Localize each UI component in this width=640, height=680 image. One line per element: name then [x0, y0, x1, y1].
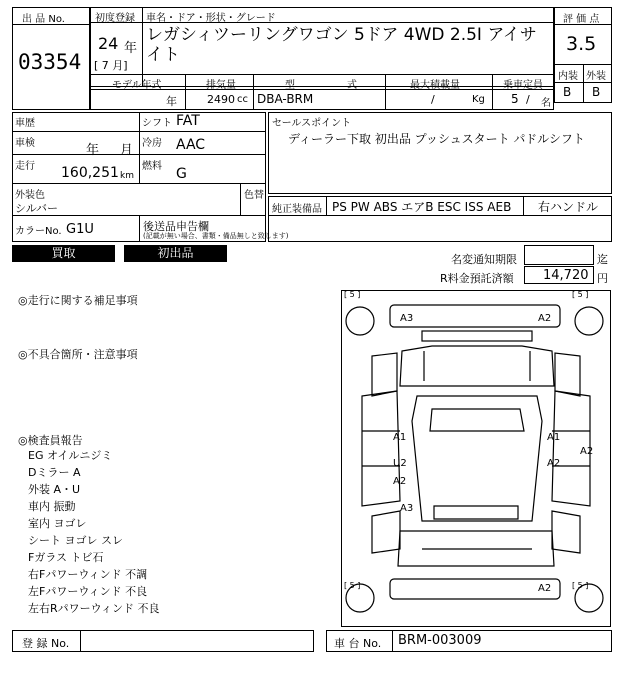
inspector-item: 外装 A・U: [28, 483, 81, 496]
color-no-value: G1U: [66, 222, 94, 237]
damage-mark: A2: [538, 583, 552, 594]
chassis-no-label: 車 台 No.: [334, 637, 382, 650]
ext-color-label: 外装色: [15, 190, 45, 201]
inspector-item: EG オイルニジミ: [28, 449, 113, 462]
capacity-sep: /: [526, 93, 530, 106]
max-load-label: 最大積載量: [410, 80, 460, 91]
running-notes-label: ◎走行に関する補足事項: [18, 294, 138, 307]
damage-mark: A2: [547, 458, 561, 469]
inspector-item: 室内 ヨゴレ: [28, 517, 87, 530]
mileage-value: 160,251: [61, 165, 119, 181]
mileage-unit: km: [120, 171, 134, 181]
equipment-value: PS PW ABS エアB ESC ISS AEB: [332, 200, 512, 214]
capacity-label: 乗車定員: [503, 80, 543, 91]
type-label: 型: [285, 80, 295, 91]
car-name: レガシィツーリングワゴン 5ドア 4WD 2.5I アイサイト: [146, 25, 537, 65]
inspector-item: Dミラー A: [28, 466, 81, 479]
damage-mark: A3: [400, 503, 414, 514]
max-load-sep: /: [431, 93, 435, 106]
post-note: (記載が無い場合、書類・備品無しと致します): [143, 232, 289, 240]
inspector-item: シート ヨゴレ スレ: [28, 534, 123, 547]
damage-mark: A1: [547, 432, 561, 443]
tire-label-fl: [ 5 ]: [344, 290, 361, 299]
max-load-unit: Kg: [472, 94, 485, 105]
car-diagram: [341, 290, 611, 627]
capacity: 5: [511, 92, 519, 106]
sales-point-label: セールスポイント: [272, 118, 352, 129]
chassis-no-value: BRM-003009: [398, 633, 482, 648]
reg-no-label: 登 録 No.: [22, 637, 70, 650]
steering-value: 右ハンドル: [538, 200, 599, 214]
interior-label: 内装: [558, 71, 578, 82]
damage-mark: A2: [538, 313, 552, 324]
recycle-label: R料金預託済額: [440, 272, 514, 285]
tire-label-rl: [ 5 ]: [344, 581, 361, 590]
type-label-2: 式: [347, 80, 357, 91]
inspector-list: [28, 447, 159, 617]
recycle-amount: 14,720: [543, 268, 589, 283]
inspector-item: Fガラス トビ石: [28, 551, 104, 564]
purchase-tag: 買取: [12, 245, 115, 262]
car-outline: [342, 291, 610, 626]
inspection-label: 車検: [15, 138, 35, 149]
shift-value: FAT: [176, 113, 200, 129]
color-change-label: 色替: [244, 190, 264, 201]
inspector-label: ◎検査員報告: [18, 434, 83, 447]
damage-mark: A2: [580, 446, 594, 457]
inspection-month-unit: 月: [120, 143, 134, 158]
name-change-unit: 迄: [597, 253, 608, 266]
lot-number: 03354: [18, 50, 82, 74]
interior-grade: B: [563, 85, 572, 99]
model-year-label: モデル年式: [112, 80, 162, 91]
damage-mark: A2: [393, 476, 407, 487]
inspector-item: 右Fパワーウィンド 不調: [28, 568, 148, 581]
sales-point-text: ディーラー下取 初出品 プッシュスタート パドルシフト: [288, 132, 585, 146]
exterior-grade: B: [592, 85, 601, 99]
first-reg-label: 初度登録: [95, 13, 135, 24]
model-year-unit: 年: [166, 95, 177, 108]
ac-value: AAC: [176, 137, 206, 153]
tire-label-fr: [ 5 ]: [572, 290, 589, 299]
history-label: 車歴: [15, 118, 35, 129]
damage-mark: A1: [393, 432, 407, 443]
damage-mark: U2: [393, 458, 407, 469]
first-reg-year-unit: 年: [124, 41, 138, 56]
damage-mark: A3: [400, 313, 414, 324]
fuel-value: G: [176, 166, 187, 182]
tire-label-rr: [ 5 ]: [572, 581, 589, 590]
displacement: 2490: [207, 93, 235, 106]
post-label: 後送品申告欄: [143, 220, 209, 233]
name-change-field: [524, 245, 594, 265]
mileage-label: 走行: [15, 161, 35, 172]
color-no-label: カラーNo.: [15, 226, 62, 237]
inspector-item: 左Fパワーウィンド 不良: [28, 585, 148, 598]
defects-label: ◎不具合箇所・注意事項: [18, 348, 138, 361]
equipment-label: 純正装備品: [272, 204, 322, 215]
car-name-label: 車名・ドア・形状・グレード: [146, 13, 276, 24]
recycle-unit: 円: [597, 272, 608, 285]
exterior-label: 外装: [586, 71, 606, 82]
name-change-label: 名変通知期限: [451, 253, 517, 266]
displacement-label: 排気量: [206, 80, 236, 91]
score-value: 3.5: [566, 33, 597, 55]
inspector-item: 車内 振動: [28, 500, 76, 513]
lot-number-label: 出 品 No.: [22, 14, 65, 25]
ext-color-value: シルバー: [15, 202, 58, 215]
type-value: DBA-BRM: [257, 92, 314, 106]
first-reg-month: [ 7 月]: [94, 59, 128, 72]
first-listing-tag: 初出品: [124, 245, 227, 262]
score-label: 評 価 点: [563, 14, 600, 25]
inspection-year-unit: 年: [86, 143, 100, 158]
ac-label: 冷房: [142, 138, 162, 149]
inspector-item: 左右Rパワーウィンド 不良: [28, 602, 160, 615]
capacity-unit: 名: [541, 98, 551, 109]
shift-label: シフト: [142, 118, 172, 129]
first-reg-year: 24: [98, 34, 119, 53]
fuel-label: 燃料: [142, 161, 162, 172]
displacement-unit: cc: [237, 94, 248, 105]
